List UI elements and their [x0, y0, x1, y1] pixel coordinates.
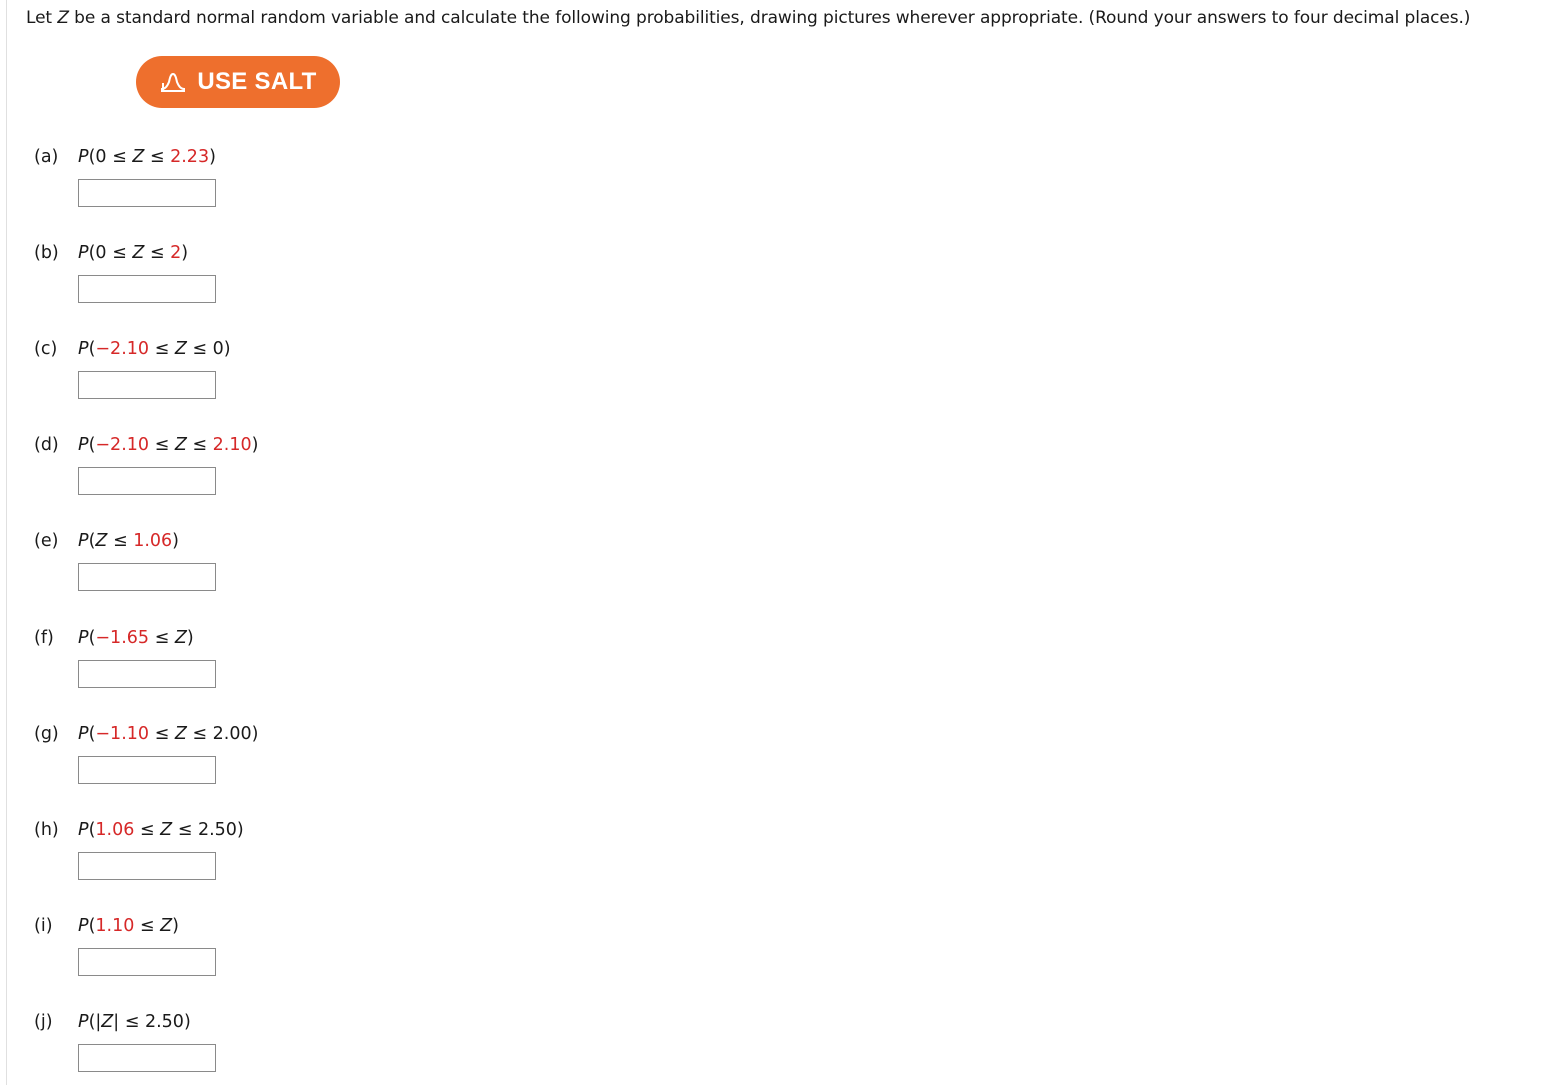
- question-h: [34, 819, 244, 841]
- highlighted-value: 2: [170, 243, 182, 263]
- question-letter: (f): [34, 628, 54, 648]
- answer-input-i[interactable]: [78, 948, 216, 976]
- expression-text: (: [88, 916, 96, 936]
- probability-symbol: P: [78, 147, 89, 167]
- probability-expression: [78, 628, 194, 648]
- probability-expression: [78, 339, 231, 359]
- expression-text: (0 ≤: [88, 243, 133, 263]
- expression-text: (: [88, 339, 96, 359]
- expression-text: ≤: [134, 916, 161, 936]
- answer-input-b[interactable]: [78, 275, 216, 303]
- answer-input-d[interactable]: [78, 467, 216, 495]
- question-j: [34, 1011, 191, 1033]
- expression-text: ): [172, 531, 179, 551]
- probability-symbol: P: [78, 1012, 89, 1032]
- z-variable: Z: [132, 147, 145, 167]
- highlighted-value: 1.06: [133, 531, 173, 551]
- expression-text: (|: [88, 1012, 102, 1032]
- expression-text: ≤: [149, 339, 175, 359]
- question-letter: (c): [34, 339, 58, 359]
- z-variable: Z: [174, 724, 187, 744]
- highlighted-value: 2.10: [212, 435, 252, 455]
- question-letter: (i): [34, 916, 53, 936]
- question-d: [34, 434, 258, 456]
- use-salt-button[interactable]: [136, 56, 340, 108]
- probability-expression: [78, 243, 188, 263]
- highlighted-value: 1.06: [95, 820, 135, 840]
- highlighted-value: −2.10: [95, 339, 150, 359]
- probability-symbol: P: [78, 916, 89, 936]
- expression-text: ): [181, 243, 189, 263]
- question-c: [34, 338, 231, 360]
- z-variable: Z: [132, 243, 145, 263]
- expression-text: ≤: [144, 243, 171, 263]
- expression-text: (: [88, 820, 96, 840]
- z-variable: Z: [174, 435, 187, 455]
- probability-symbol: P: [78, 628, 89, 648]
- highlighted-value: −1.65: [95, 628, 150, 648]
- question-f: [34, 627, 194, 649]
- expression-text: (0 ≤: [88, 147, 133, 167]
- question-i: [34, 915, 179, 937]
- probability-expression: [78, 147, 216, 167]
- expression-text: ≤: [186, 435, 213, 455]
- probability-symbol: P: [78, 435, 89, 455]
- expression-text: ≤: [149, 724, 175, 744]
- probability-expression: [78, 1012, 191, 1032]
- probability-symbol: P: [78, 531, 89, 551]
- expression-text: ≤: [149, 628, 175, 648]
- highlighted-value: 1.10: [95, 916, 135, 936]
- answer-input-c[interactable]: [78, 371, 216, 399]
- instructions-variable: Z: [57, 8, 69, 28]
- question-letter: (j): [34, 1012, 53, 1032]
- question-letter: (d): [34, 435, 59, 455]
- answer-input-f[interactable]: [78, 660, 216, 688]
- probability-symbol: P: [78, 724, 89, 744]
- z-variable: Z: [101, 1012, 114, 1032]
- expression-text: ): [251, 435, 259, 455]
- expression-text: (: [88, 531, 96, 551]
- probability-symbol: P: [78, 339, 89, 359]
- expression-text: ≤ 0): [186, 339, 231, 359]
- probability-expression: [78, 724, 258, 744]
- expression-text: ≤: [107, 531, 134, 551]
- answer-input-j[interactable]: [78, 1044, 216, 1072]
- expression-text: ): [172, 916, 179, 936]
- z-variable: Z: [160, 820, 173, 840]
- normal-curve-icon: [159, 71, 187, 93]
- question-a: [34, 146, 216, 168]
- z-variable: Z: [174, 339, 187, 359]
- expression-text: ≤ 2.50): [172, 820, 244, 840]
- z-variable: Z: [174, 628, 187, 648]
- question-b: [34, 242, 188, 264]
- expression-text: ≤ 2.00): [186, 724, 259, 744]
- expression-text: ≤: [144, 147, 171, 167]
- probability-expression: [78, 916, 179, 936]
- question-letter: (h): [34, 820, 59, 840]
- expression-text: ): [186, 628, 194, 648]
- instructions-text: [26, 7, 1556, 29]
- expression-text: ): [209, 147, 216, 167]
- expression-text: (: [88, 628, 96, 648]
- answer-input-h[interactable]: [78, 852, 216, 880]
- instructions-after: be a standard normal random variable and calculate the following probabilities, drawing pictures wherever appropriate. (Round your answers to four decimal places.): [68, 8, 1471, 28]
- question-letter: (b): [34, 243, 59, 263]
- expression-text: (: [88, 435, 96, 455]
- question-e: [34, 530, 179, 552]
- expression-text: (: [88, 724, 96, 744]
- question-g: [34, 723, 258, 745]
- probability-expression: [78, 531, 179, 551]
- answer-input-a[interactable]: [78, 179, 216, 207]
- use-salt-label: USE SALT: [197, 68, 317, 95]
- expression-text: ≤: [134, 820, 161, 840]
- highlighted-value: 2.23: [170, 147, 210, 167]
- probability-symbol: P: [78, 243, 89, 263]
- highlighted-value: −1.10: [95, 724, 150, 744]
- question-letter: (g): [34, 724, 59, 744]
- probability-symbol: P: [78, 820, 89, 840]
- probability-expression: [78, 435, 258, 455]
- answer-input-g[interactable]: [78, 756, 216, 784]
- z-variable: Z: [160, 916, 173, 936]
- expression-text: | ≤ 2.50): [113, 1012, 191, 1032]
- z-variable: Z: [95, 531, 108, 551]
- question-letter: (a): [34, 147, 59, 167]
- instructions-before: Let: [26, 8, 58, 28]
- probability-expression: [78, 820, 244, 840]
- highlighted-value: −2.10: [95, 435, 150, 455]
- expression-text: ≤: [149, 435, 175, 455]
- left-border-rule: [6, 0, 7, 1085]
- question-letter: (e): [34, 531, 59, 551]
- answer-input-e[interactable]: [78, 563, 216, 591]
